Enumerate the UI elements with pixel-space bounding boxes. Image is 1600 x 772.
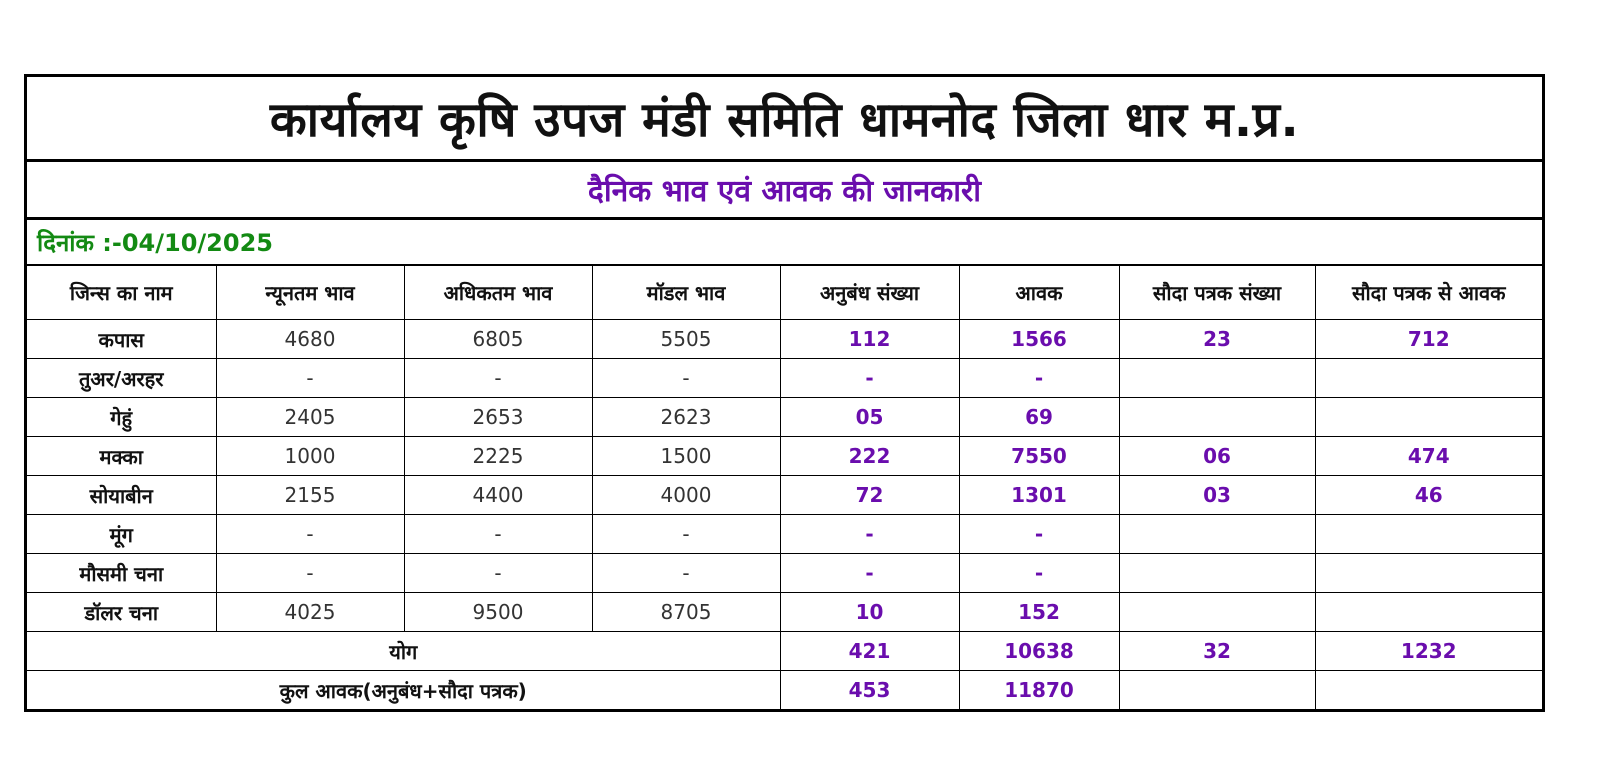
- col-header-contract-count: अनुबंध संख्या: [780, 266, 959, 320]
- table-row: [27, 398, 1542, 437]
- max-price-cell: -: [404, 515, 592, 554]
- modal-price-cell: -: [592, 359, 780, 398]
- crop-name-cell: कपास: [27, 320, 216, 359]
- min-price-cell: 4025: [216, 593, 404, 632]
- contract-count-cell: -: [780, 554, 959, 593]
- total-deal-arrival: 1232: [1315, 632, 1542, 671]
- deal-count-cell: [1119, 593, 1315, 632]
- grand-total-deal-arrival: [1315, 671, 1542, 710]
- grand-total-contract-count: 453: [780, 671, 959, 710]
- contract-count-cell: -: [780, 515, 959, 554]
- modal-price-cell: 8705: [592, 593, 780, 632]
- deal-arrival-cell: 46: [1315, 476, 1542, 515]
- deal-arrival-cell: [1315, 554, 1542, 593]
- contract-count-cell: -: [780, 359, 959, 398]
- deal-arrival-cell: 474: [1315, 437, 1542, 476]
- crop-name-cell: डॉलर चना: [27, 593, 216, 632]
- contract-count-cell: 72: [780, 476, 959, 515]
- crop-name-cell: सोयाबीन: [27, 476, 216, 515]
- contract-count-cell: 10: [780, 593, 959, 632]
- header-row: [27, 266, 1542, 320]
- deal-count-cell: 06: [1119, 437, 1315, 476]
- min-price-cell: 2155: [216, 476, 404, 515]
- crop-name-cell: गेहुं: [27, 398, 216, 437]
- arrival-cell: 69: [959, 398, 1119, 437]
- modal-price-cell: 4000: [592, 476, 780, 515]
- arrival-cell: 1566: [959, 320, 1119, 359]
- table-row: [27, 515, 1542, 554]
- deal-arrival-cell: [1315, 359, 1542, 398]
- modal-price-cell: 5505: [592, 320, 780, 359]
- grand-total-row: [27, 671, 1542, 710]
- office-title: कार्यालय कृषि उपज मंडी समिति धामनोद जिला धार म.प्र.: [27, 77, 1542, 162]
- col-header-max-price: अधिकतम भाव: [404, 266, 592, 320]
- total-deal-count: 32: [1119, 632, 1315, 671]
- min-price-cell: -: [216, 515, 404, 554]
- arrival-cell: 1301: [959, 476, 1119, 515]
- modal-price-cell: 2623: [592, 398, 780, 437]
- arrival-cell: -: [959, 515, 1119, 554]
- min-price-cell: 4680: [216, 320, 404, 359]
- max-price-cell: 9500: [404, 593, 592, 632]
- arrival-cell: -: [959, 359, 1119, 398]
- deal-count-cell: [1119, 515, 1315, 554]
- total-row: [27, 632, 1542, 671]
- crop-name-cell: मौसमी चना: [27, 554, 216, 593]
- table-row: [27, 593, 1542, 632]
- deal-arrival-cell: [1315, 515, 1542, 554]
- grand-total-deal-count: [1119, 671, 1315, 710]
- max-price-cell: 2225: [404, 437, 592, 476]
- modal-price-cell: -: [592, 515, 780, 554]
- arrival-cell: 7550: [959, 437, 1119, 476]
- deal-count-cell: 03: [1119, 476, 1315, 515]
- table-row: [27, 437, 1542, 476]
- deal-count-cell: 23: [1119, 320, 1315, 359]
- min-price-cell: -: [216, 359, 404, 398]
- col-header-min-price: न्यूनतम भाव: [216, 266, 404, 320]
- max-price-cell: 6805: [404, 320, 592, 359]
- max-price-cell: 4400: [404, 476, 592, 515]
- grand-total-label: कुल आवक(अनुबंध+सौदा पत्रक): [27, 671, 780, 710]
- table-row: [27, 476, 1542, 515]
- modal-price-cell: -: [592, 554, 780, 593]
- col-header-deal-count: सौदा पत्रक संख्या: [1119, 266, 1315, 320]
- rates-table: [27, 266, 1542, 709]
- total-label: योग: [27, 632, 780, 671]
- crop-name-cell: मक्का: [27, 437, 216, 476]
- deal-arrival-cell: [1315, 398, 1542, 437]
- arrival-cell: -: [959, 554, 1119, 593]
- col-header-deal-arrival: सौदा पत्रक से आवक: [1315, 266, 1542, 320]
- contract-count-cell: 112: [780, 320, 959, 359]
- deal-arrival-cell: [1315, 593, 1542, 632]
- max-price-cell: -: [404, 554, 592, 593]
- table-row: [27, 320, 1542, 359]
- total-arrival: 10638: [959, 632, 1119, 671]
- deal-count-cell: [1119, 359, 1315, 398]
- min-price-cell: 1000: [216, 437, 404, 476]
- total-contract-count: 421: [780, 632, 959, 671]
- max-price-cell: -: [404, 359, 592, 398]
- crop-name-cell: तुअर/अरहर: [27, 359, 216, 398]
- report-subtitle: दैनिक भाव एवं आवक की जानकारी: [27, 162, 1542, 220]
- arrival-cell: 152: [959, 593, 1119, 632]
- report-date: दिनांक :-04/10/2025: [27, 220, 1542, 266]
- min-price-cell: -: [216, 554, 404, 593]
- table-row: [27, 554, 1542, 593]
- grand-total-arrival: 11870: [959, 671, 1119, 710]
- col-header-crop: जिन्स का नाम: [27, 266, 216, 320]
- crop-name-cell: मूंग: [27, 515, 216, 554]
- min-price-cell: 2405: [216, 398, 404, 437]
- max-price-cell: 2653: [404, 398, 592, 437]
- deal-arrival-cell: 712: [1315, 320, 1542, 359]
- modal-price-cell: 1500: [592, 437, 780, 476]
- deal-count-cell: [1119, 554, 1315, 593]
- deal-count-cell: [1119, 398, 1315, 437]
- col-header-modal-price: मॉडल भाव: [592, 266, 780, 320]
- table-row: [27, 359, 1542, 398]
- contract-count-cell: 222: [780, 437, 959, 476]
- col-header-arrival: आवक: [959, 266, 1119, 320]
- contract-count-cell: 05: [780, 398, 959, 437]
- mandi-rate-sheet: [24, 74, 1545, 712]
